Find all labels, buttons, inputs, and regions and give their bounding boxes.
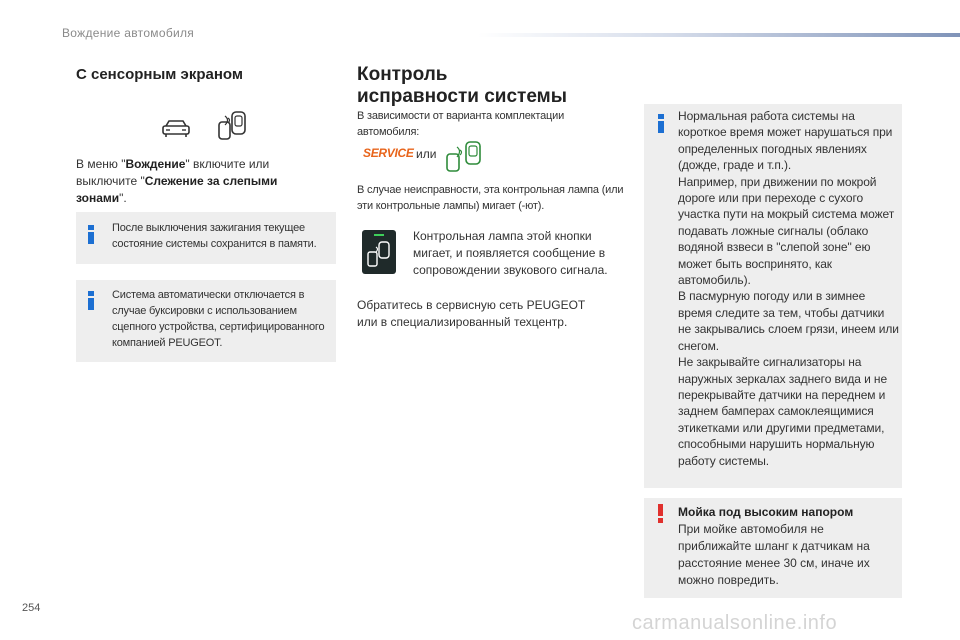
- weather-info-text: Нормальная работа системы на короткое время может нарушаться при определенных погодных явлениях (дожде, граде и т.п.). Например, при движении по мокрой дороге или при переходе с сухого участка пути на мокрый система может подавать ложные сигналы (облако водяной взвеси в "слепой зоне" ею может быть воспринято, как автомобиль). В пасмурную погоду или в зимнее время следите за тем, чтобы датчики не закрывались слоем грязи, инеем или снегом. Не закрывайте сигнализаторы на наружных зеркалах заднего вида и не перекрывайте датчики на переднем и заднем бамперах самоклеящимися этикетками или другими предметами, способными нарушить нормальную работу системы.: [678, 109, 899, 468]
- button-led: [374, 234, 384, 236]
- page-number: 254: [22, 602, 41, 614]
- watermark: carmanualsonline.info: [632, 612, 838, 634]
- button-lamp-text: Контрольная лампа этой кнопки мигает, и появляется сообщение в сопровождении звукового сигнала.: [413, 229, 608, 277]
- header-rule: [478, 33, 960, 37]
- or-label: или: [416, 147, 437, 161]
- blind-spot-button-icon: [362, 230, 396, 274]
- info-box-weather: [644, 104, 902, 488]
- info-box-towing: [76, 280, 336, 362]
- warning-title: Мойка под высоким напором: [678, 505, 854, 519]
- warning-box-high-pressure: [644, 498, 902, 598]
- info-memory-text: После выключения зажигания текущее состояние системы сохранится в памяти.: [112, 222, 317, 250]
- info-icon: [88, 225, 94, 244]
- system-check-heading: Контроль исправности системы: [357, 64, 567, 107]
- section-header: Вождение автомобиля: [62, 26, 195, 40]
- service-advice: Обратитесь в сервисную сеть PEUGEOT или в специализированный техцентр.: [357, 298, 586, 329]
- touchscreen-heading: С сенсорным экраном: [76, 66, 243, 83]
- fault-text: В случае неисправности, эта контрольная лампа (или эти контрольные лампы) мигает (-ют).: [357, 184, 624, 212]
- info-icon: [658, 114, 664, 133]
- warning-icon: [658, 504, 663, 523]
- variant-intro: В зависимости от варианта комплектации автомобиля:: [357, 110, 565, 138]
- info-towing-text: Система автоматически отключается в случае буксировки с использованием сцепного устройства, сертифицированного компанией PEUGEOT.: [112, 289, 325, 349]
- service-warning-lamp: SERVICE: [363, 146, 414, 160]
- blind-spot-icon: [216, 110, 248, 142]
- menu-instruction: В меню "Вождение" включите или выключите "Слежение за слепыми зонами".: [76, 157, 278, 205]
- info-icon: [88, 291, 94, 310]
- info-box-memory: [76, 212, 336, 264]
- blind-spot-warning-icon: [444, 138, 484, 174]
- warning-text: При мойке автомобиля не приближайте шланг к датчикам на расстояние менее 30 см, иначе их можно повредить.: [678, 522, 870, 587]
- car-icon: [160, 118, 192, 138]
